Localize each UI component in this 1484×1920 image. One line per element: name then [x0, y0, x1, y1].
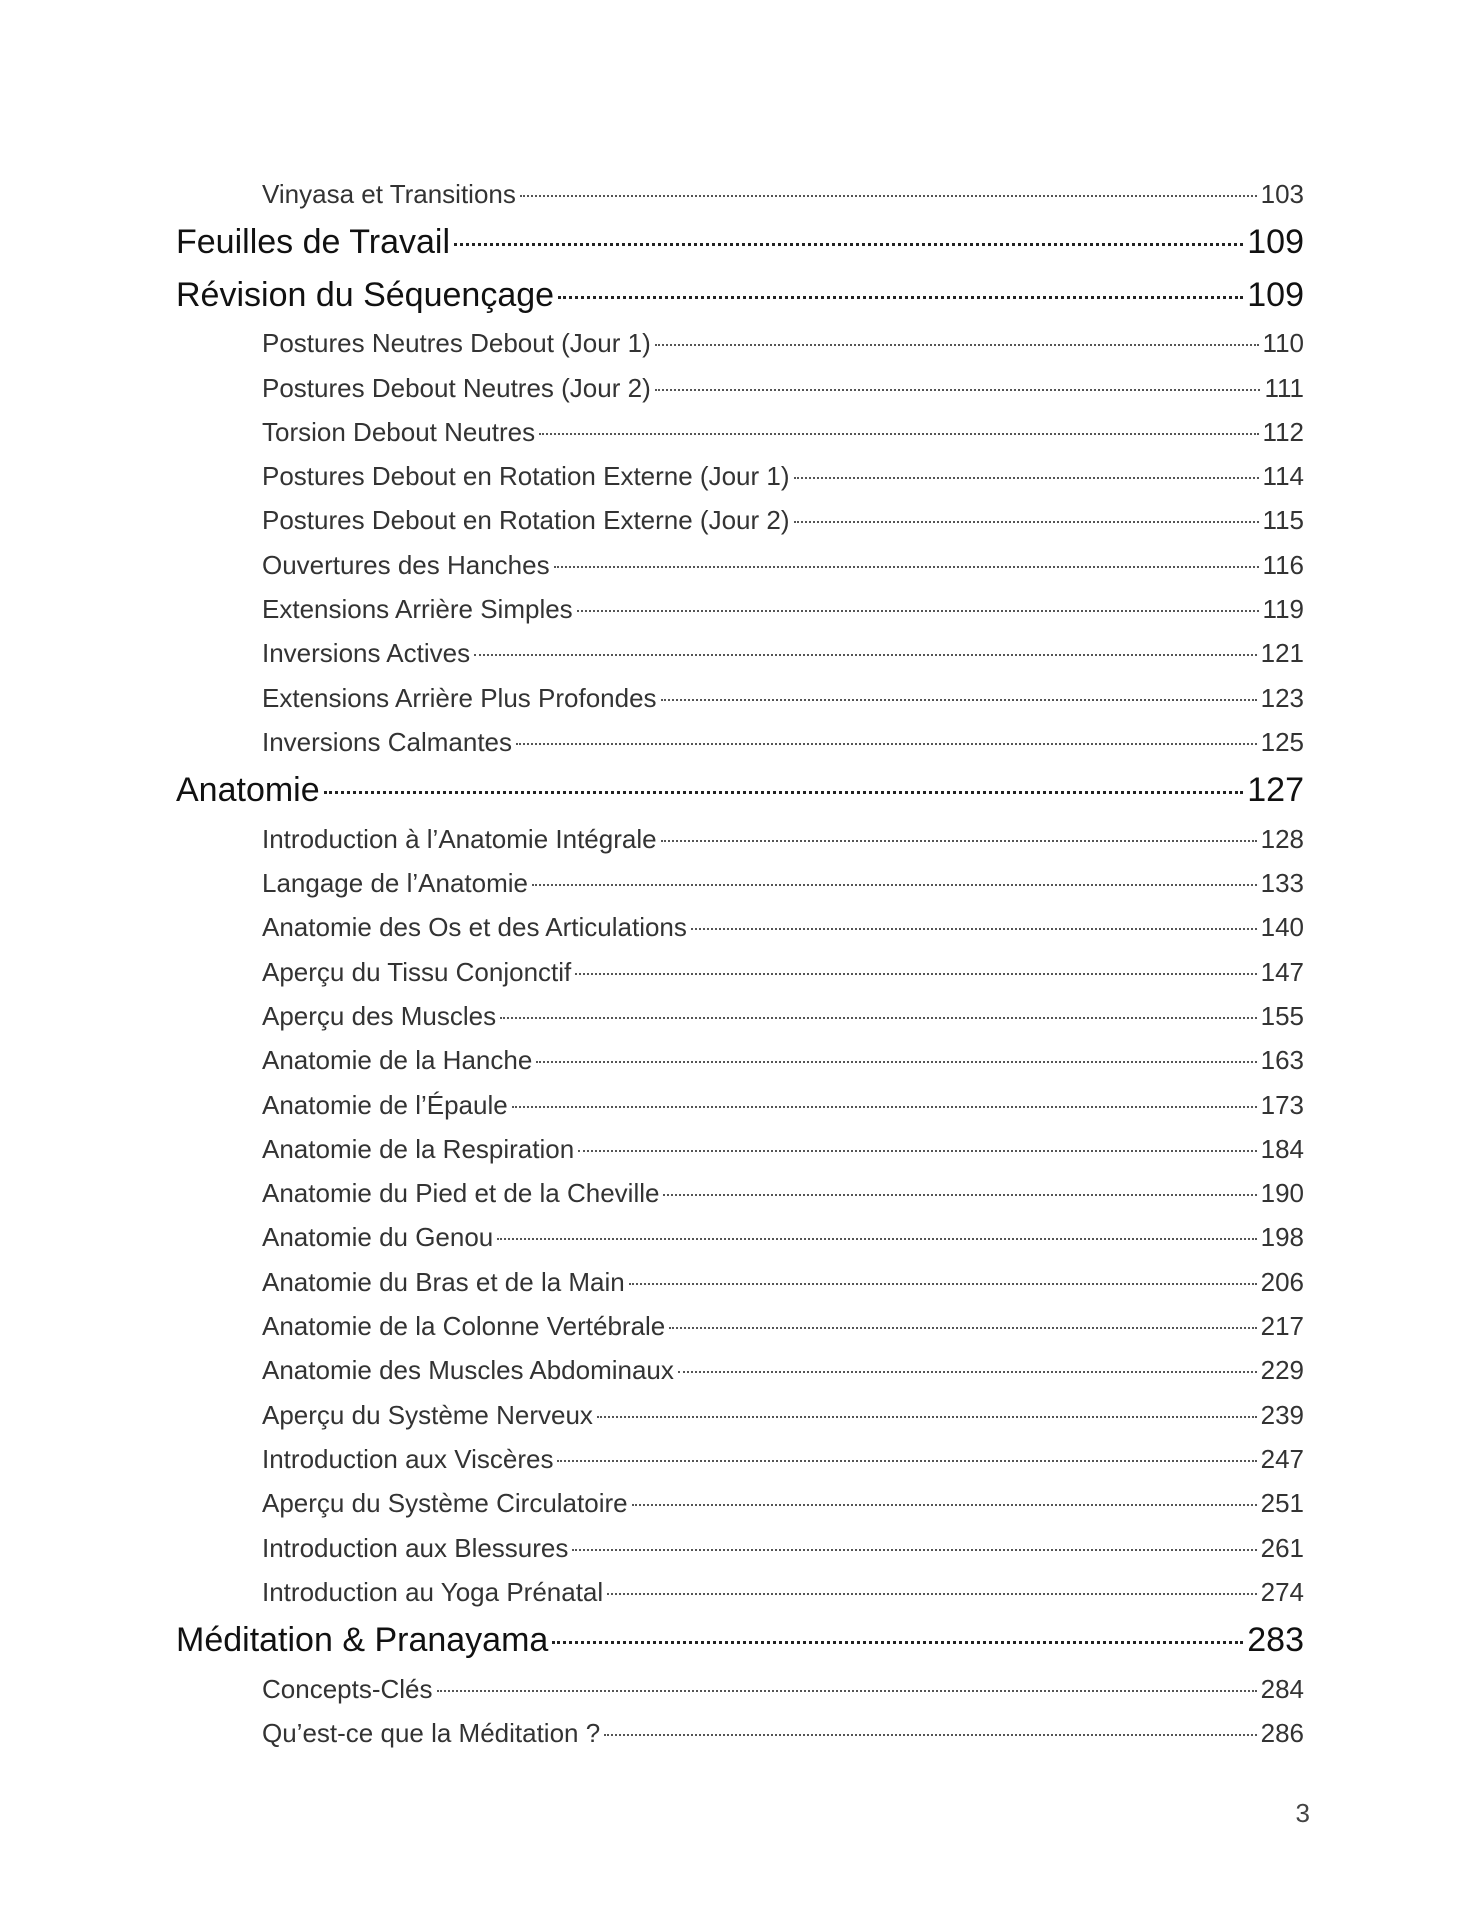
dot-leader [794, 477, 1259, 479]
toc-entry-title: Anatomie du Pied et de la Cheville [262, 1178, 660, 1209]
toc-entry-title: Extensions Arrière Plus Profondes [262, 682, 657, 713]
dot-leader [577, 610, 1259, 612]
toc-subsection-entry[interactable] [262, 676, 1304, 720]
toc-subsection-entry[interactable] [262, 994, 1304, 1038]
toc-subsection-entry[interactable] [262, 1171, 1304, 1215]
dot-leader [663, 1194, 1256, 1196]
dot-leader [539, 433, 1258, 435]
toc-entry-title: Extensions Arrière Simples [262, 594, 573, 625]
toc-subsection-entry[interactable] [262, 1083, 1304, 1127]
toc-subsection-entry[interactable] [262, 172, 1304, 216]
toc-entry-page: 109 [1247, 223, 1304, 262]
toc-entry-page: 284 [1260, 1673, 1304, 1704]
dot-leader [552, 1641, 1243, 1644]
toc-entry-title: Anatomie de l’Épaule [262, 1089, 508, 1120]
toc-subsection-entry[interactable] [262, 543, 1304, 587]
toc-entry-title: Postures Neutres Debout (Jour 1) [262, 328, 651, 359]
toc-entry-page: 112 [1262, 416, 1304, 447]
toc-entry-title: Inversions Calmantes [262, 726, 512, 757]
dot-leader [691, 928, 1257, 930]
toc-entry-title: Qu’est-ce que la Méditation ? [262, 1717, 601, 1748]
dot-leader [536, 1061, 1256, 1063]
toc-subsection-entry[interactable] [262, 587, 1304, 631]
toc-subsection-entry[interactable] [262, 1437, 1304, 1481]
toc-entry-page: 128 [1260, 823, 1304, 854]
toc-entry-page: 133 [1260, 868, 1304, 899]
toc-entry-title: Anatomie de la Hanche [262, 1045, 533, 1076]
toc-entry-page: 109 [1247, 275, 1304, 314]
dot-leader [575, 973, 1256, 975]
toc-subsection-entry[interactable] [262, 861, 1304, 905]
toc-entry-page: 140 [1260, 912, 1304, 943]
toc-subsection-entry[interactable] [262, 950, 1304, 994]
toc-section-entry[interactable] [176, 764, 1304, 817]
table-of-contents [176, 172, 1304, 1755]
toc-entry-page: 116 [1262, 549, 1304, 580]
dot-leader [532, 884, 1257, 886]
toc-entry-title: Aperçu du Tissu Conjonctif [262, 956, 572, 987]
toc-entry-page: 184 [1260, 1133, 1304, 1164]
toc-subsection-entry[interactable] [262, 1348, 1304, 1392]
toc-entry-title: Introduction à l’Anatomie Intégrale [262, 823, 657, 854]
toc-section-entry[interactable] [176, 269, 1304, 322]
dot-leader [554, 566, 1259, 568]
toc-entry-title: Aperçu du Système Nerveux [262, 1399, 593, 1430]
toc-entry-page: 125 [1260, 726, 1304, 757]
toc-entry-title: Anatomie de la Respiration [262, 1133, 575, 1164]
toc-entry-title: Anatomie [176, 771, 320, 810]
dot-leader [572, 1549, 1256, 1551]
toc-entry-title: Anatomie de la Colonne Vertébrale [262, 1311, 666, 1342]
toc-entry-page: 198 [1260, 1222, 1304, 1253]
toc-entry-page: 247 [1260, 1443, 1304, 1474]
toc-subsection-entry[interactable] [262, 817, 1304, 861]
toc-entry-title: Aperçu des Muscles [262, 1000, 497, 1031]
dot-leader [661, 840, 1257, 842]
toc-entry-page: 147 [1260, 956, 1304, 987]
toc-entry-title: Aperçu du Système Circulatoire [262, 1488, 628, 1519]
toc-entry-title: Anatomie des Os et des Articulations [262, 912, 687, 943]
toc-subsection-entry[interactable] [262, 366, 1304, 410]
dot-leader [604, 1734, 1256, 1736]
toc-entry-title: Postures Debout en Rotation Externe (Jour 1) [262, 461, 790, 492]
dot-leader [324, 791, 1244, 794]
dot-leader [669, 1327, 1256, 1329]
toc-entry-page: 110 [1262, 328, 1304, 359]
dot-leader [512, 1106, 1257, 1108]
toc-entry-title: Postures Debout en Rotation Externe (Jour 2) [262, 505, 790, 536]
dot-leader [516, 743, 1257, 745]
toc-entry-page: 206 [1260, 1266, 1304, 1297]
toc-entry-title: Vinyasa et Transitions [262, 179, 516, 209]
toc-entry-page: 261 [1260, 1532, 1304, 1563]
toc-entry-page: 283 [1247, 1621, 1304, 1660]
toc-entry-title: Anatomie du Bras et de la Main [262, 1266, 625, 1297]
toc-entry-page: 123 [1260, 682, 1304, 713]
toc-entry-page: 217 [1260, 1311, 1304, 1342]
toc-subsection-entry[interactable] [262, 1667, 1304, 1711]
dot-leader [558, 296, 1243, 299]
toc-entry-page: 155 [1260, 1000, 1304, 1031]
dot-leader [597, 1416, 1257, 1418]
toc-subsection-entry[interactable] [262, 454, 1304, 498]
dot-leader [655, 344, 1259, 346]
toc-entry-page: 173 [1260, 1089, 1304, 1120]
toc-entry-page: 103 [1260, 179, 1304, 209]
dot-leader [497, 1238, 1256, 1240]
dot-leader [520, 195, 1257, 197]
toc-entry-page: 121 [1260, 638, 1304, 669]
toc-subsection-entry[interactable] [262, 321, 1304, 365]
toc-entry-page: 251 [1260, 1488, 1304, 1519]
toc-entry-page: 127 [1247, 771, 1304, 810]
toc-entry-page: 286 [1260, 1717, 1304, 1748]
toc-entry-title: Introduction au Yoga Prénatal [262, 1576, 604, 1607]
toc-entry-page: 229 [1260, 1355, 1304, 1386]
toc-subsection-entry[interactable] [262, 498, 1304, 542]
toc-subsection-entry[interactable] [262, 1304, 1304, 1348]
toc-entry-title: Langage de l’Anatomie [262, 868, 528, 899]
dot-leader [794, 521, 1259, 523]
toc-subsection-entry[interactable] [262, 1481, 1304, 1525]
toc-subsection-entry[interactable] [262, 1038, 1304, 1082]
toc-entry-page: 111 [1264, 372, 1304, 403]
toc-entry-page: 114 [1262, 461, 1304, 492]
dot-leader [632, 1504, 1257, 1506]
toc-subsection-entry[interactable] [262, 1393, 1304, 1437]
toc-entry-page: 239 [1260, 1399, 1304, 1430]
toc-entry-title: Ouvertures des Hanches [262, 549, 550, 580]
dot-leader [500, 1017, 1257, 1019]
toc-entry-title: Inversions Actives [262, 638, 471, 669]
toc-entry-title: Torsion Debout Neutres [262, 416, 536, 447]
dot-leader [557, 1460, 1256, 1462]
toc-section-entry[interactable] [176, 1614, 1304, 1667]
toc-subsection-entry[interactable] [262, 1570, 1304, 1614]
toc-entry-title: Anatomie du Genou [262, 1222, 494, 1253]
toc-entry-title: Révision du Séquençage [176, 275, 555, 314]
toc-subsection-entry[interactable] [262, 1215, 1304, 1259]
toc-entry-title: Anatomie des Muscles Abdominaux [262, 1355, 674, 1386]
toc-entry-page: 163 [1260, 1045, 1304, 1076]
dot-leader [655, 389, 1261, 391]
toc-entry-page: 190 [1260, 1178, 1304, 1209]
dot-leader [678, 1371, 1257, 1373]
toc-section-entry[interactable] [176, 216, 1304, 269]
toc-subsection-entry[interactable] [262, 1127, 1304, 1171]
toc-subsection-entry[interactable] [262, 1260, 1304, 1304]
toc-subsection-entry[interactable] [262, 720, 1304, 764]
toc-entry-page: 274 [1260, 1576, 1304, 1607]
toc-entry-title: Méditation & Pranayama [176, 1621, 549, 1660]
toc-entry-title: Postures Debout Neutres (Jour 2) [262, 372, 651, 403]
toc-subsection-entry[interactable] [262, 410, 1304, 454]
toc-entry-title: Feuilles de Travail [176, 223, 451, 262]
toc-entry-title: Introduction aux Blessures [262, 1532, 569, 1563]
toc-subsection-entry[interactable] [262, 905, 1304, 949]
dot-leader [661, 699, 1257, 701]
toc-entry-page: 115 [1262, 505, 1304, 536]
dot-leader [578, 1150, 1256, 1152]
dot-leader [474, 654, 1257, 656]
toc-subsection-entry[interactable] [262, 1526, 1304, 1570]
toc-entry-title: Introduction aux Viscères [262, 1443, 554, 1474]
page-number: 3 [1295, 1798, 1310, 1828]
toc-entry-page: 119 [1262, 594, 1304, 625]
dot-leader [607, 1593, 1256, 1595]
dot-leader [454, 243, 1243, 246]
toc-subsection-entry[interactable] [262, 631, 1304, 675]
dot-leader [629, 1283, 1257, 1285]
dot-leader [437, 1690, 1257, 1692]
toc-entry-title: Concepts-Clés [262, 1673, 433, 1704]
toc-subsection-entry[interactable] [262, 1711, 1304, 1755]
